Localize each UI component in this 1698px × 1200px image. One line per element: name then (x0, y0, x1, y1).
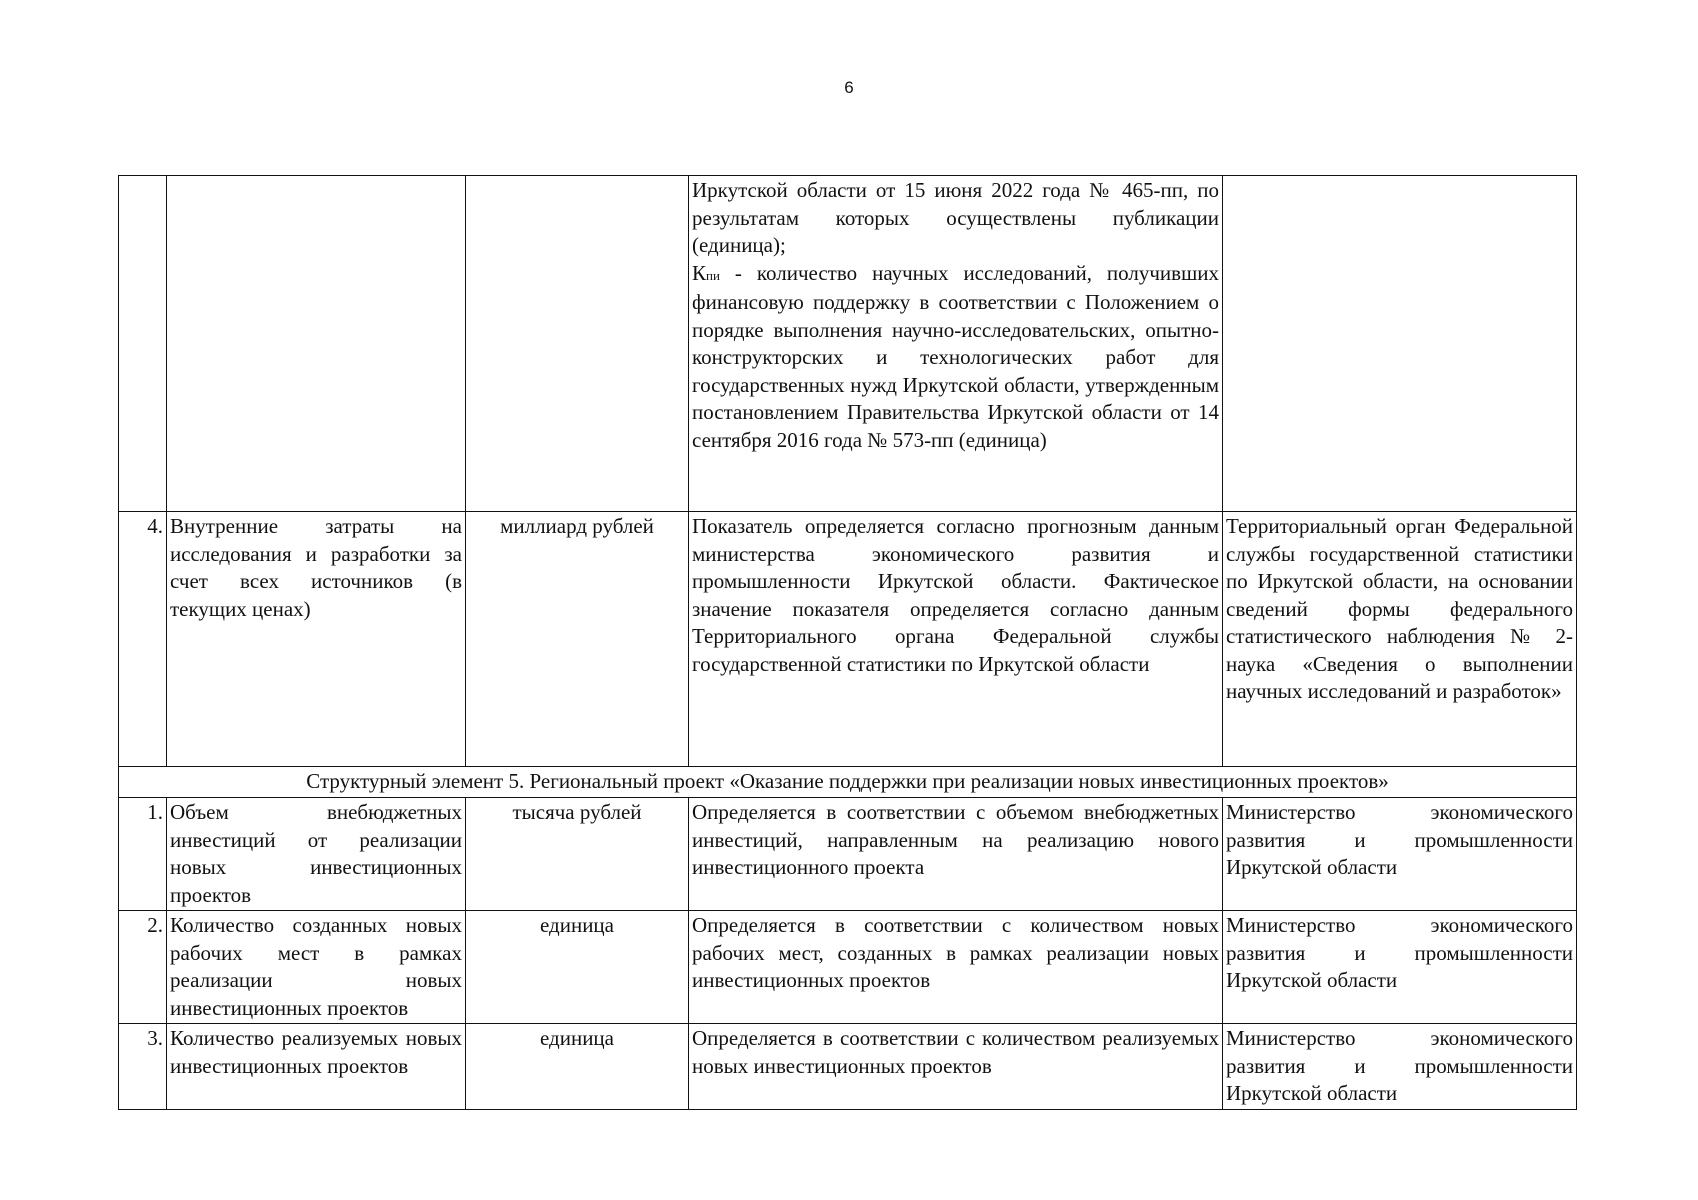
indicator-name: Количество реализуемых новых инвестиционных проектов (167, 1024, 466, 1110)
section-title: Структурный элемент 5. Региональный проект «Оказание поддержки при реализации новых инвестиционных проектов» (119, 767, 1577, 798)
cell-num (119, 176, 167, 512)
kpi-definition (692, 260, 1219, 455)
kpi-symbol: К (692, 260, 707, 285)
table-row-s5-3 (119, 1024, 1577, 1110)
data-source: Министерство экономического развития и промышленности Иркутской области (1223, 1024, 1577, 1110)
unit-of-measure: тысяча рублей (466, 798, 689, 911)
calculation-method: Определяется в соответствии с количеством новых рабочих мест, созданных в рамках реализации новых инвестиционных проектов (689, 911, 1223, 1024)
data-source: Министерство экономического развития и промышленности Иркутской области (1223, 798, 1577, 911)
page-number: 6 (844, 78, 854, 97)
section-header-row (119, 767, 1577, 798)
table-row-continuation (119, 176, 1577, 512)
method-line: Иркутской области от 15 июня 2022 года № 465-пп, по результатам которых осуществлены публикации (единица); (692, 178, 1219, 257)
unit-of-measure: единица (466, 911, 689, 1024)
indicator-name: Внутренние затраты на исследования и разработки за счет всех источников (в текущих ценах) (167, 512, 466, 767)
data-source: Министерство экономического развития и промышленности Иркутской области (1223, 911, 1577, 1024)
cell-name (167, 176, 466, 512)
indicators-table (118, 175, 1577, 1110)
table-row-s5-1 (119, 798, 1577, 911)
calculation-method: Определяется в соответствии с количеством реализуемых новых инвестиционных проектов (689, 1024, 1223, 1110)
indicator-name: Количество созданных новых рабочих мест в рамках реализации новых инвестиционных проектов (167, 911, 466, 1024)
data-source: Территориальный орган Федеральной службы государственной статистики по Иркутской области, на основании сведений формы федерального статистического наблюдения № 2-наука «Сведения о выполнении научных исследований и разработок» (1223, 512, 1577, 767)
table-row-4 (119, 512, 1577, 767)
row-number: 4. (119, 512, 167, 767)
calculation-method: Показатель определяется согласно прогнозным данным министерства экономического развития и промышленности Иркутской области. Фактическое значение показателя определяется согласно данным Территориального органа Федеральной службы государственной статистики по Иркутской области (689, 512, 1223, 767)
unit-of-measure: единица (466, 1024, 689, 1110)
row-number: 2. (119, 911, 167, 1024)
row-number: 3. (119, 1024, 167, 1110)
row-number: 1. (119, 798, 167, 911)
table-row-s5-2 (119, 911, 1577, 1024)
cell-source (1223, 176, 1577, 512)
indicator-name: Объем внебюджетных инвестиций от реализации новых инвестиционных проектов (167, 798, 466, 911)
unit-of-measure: миллиард рублей (466, 512, 689, 767)
cell-unit (466, 176, 689, 512)
kpi-text: - количество научных исследований, получивших финансовую поддержку в соответствии с Положением о порядке выполнения научно-исследовательских, опытно-конструкторских и технологических работ для государственных нужд Иркутской области, утвержденным постановлением Правительства Иркутской области от 14 сентября 2016 года № 573-пп (единица) (692, 260, 1219, 452)
calculation-method: Определяется в соответствии с объемом внебюджетных инвестиций, направленным на реализацию нового инвестиционного проекта (689, 798, 1223, 911)
cell-method (689, 176, 1223, 512)
kpi-subscript: пи (706, 267, 720, 283)
